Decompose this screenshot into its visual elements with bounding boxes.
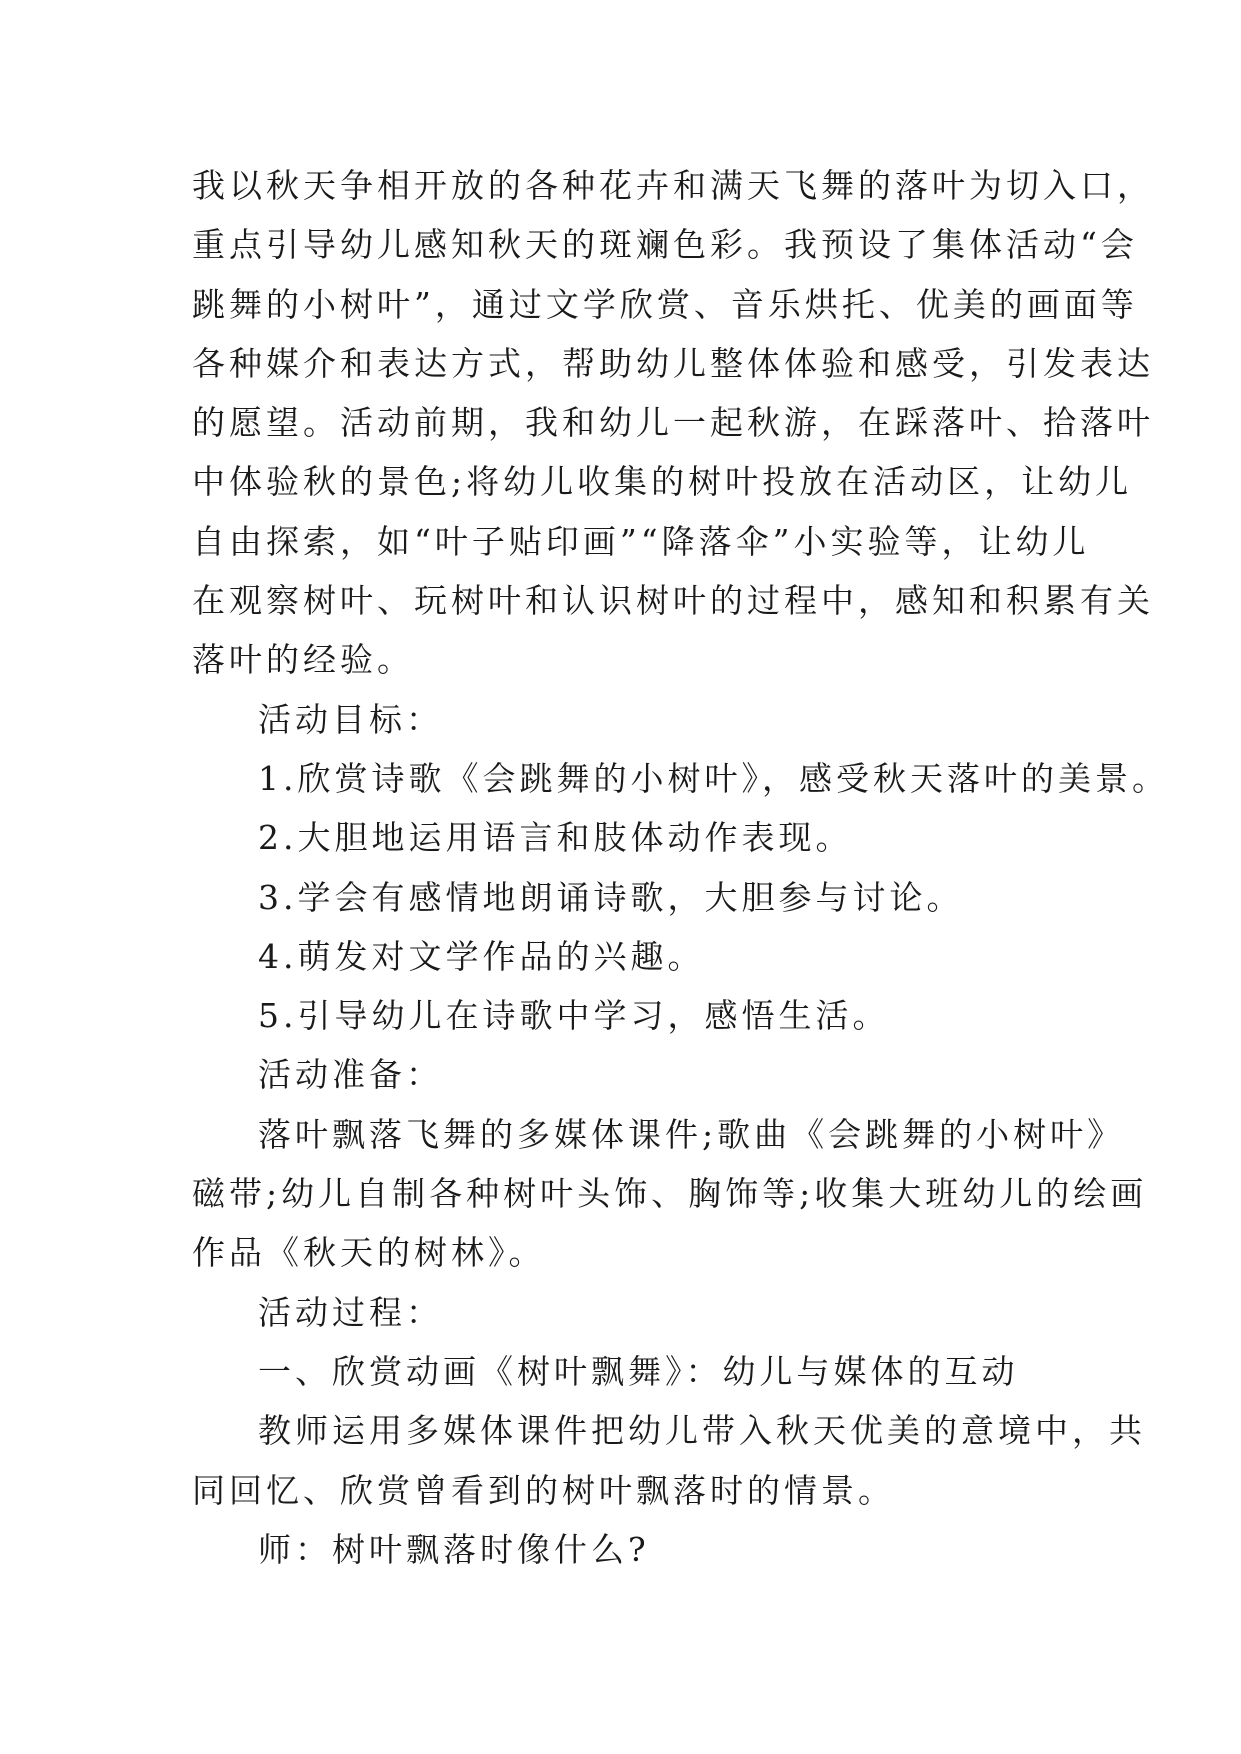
document-body <box>192 156 1169 1579</box>
body-line: 作品《秋天的树林》。 <box>192 1233 546 1273</box>
objective-item: 3.学会有感情地朗诵诗歌，大胆参与讨论。 <box>258 877 964 917</box>
objective-item: 1.欣赏诗歌《会跳舞的小树叶》，感受秋天落叶的美景。 <box>258 758 1169 798</box>
objective-item: 4.萌发对文学作品的兴趣。 <box>258 936 705 976</box>
body-line: 教师运用多媒体课件把幼儿带入秋天优美的意境中，共 <box>258 1411 1146 1451</box>
body-line: 同回忆、欣赏曾看到的树叶飘落时的情景。 <box>192 1470 895 1510</box>
objective-item: 2.大胆地运用语言和肢体动作表现。 <box>258 818 853 858</box>
body-line: 中体验秋的景色;将幼儿收集的树叶投放在活动区，让幼儿 <box>192 462 1133 502</box>
body-line: 磁带;幼儿自制各种树叶头饰、胸饰等;收集大班幼儿的绘画 <box>192 1174 1148 1214</box>
section-heading-objectives: 活动目标： <box>258 699 443 739</box>
section-heading-preparation: 活动准备： <box>258 1055 443 1095</box>
body-line: 在观察树叶、玩树叶和认识树叶的过程中，感知和积累有关 <box>192 581 1154 621</box>
body-line: 我以秋天争相开放的各种花卉和满天飞舞的落叶为切入口， <box>192 166 1154 205</box>
body-line: 重点引导幼儿感知秋天的斑斓色彩。我预设了集体活动“会 <box>192 225 1138 265</box>
objective-item: 5.引导幼儿在诗歌中学习，感悟生活。 <box>258 996 890 1036</box>
section-heading-process: 活动过程： <box>258 1292 443 1332</box>
body-line: 师：树叶飘落时像什么? <box>258 1529 650 1569</box>
body-line: 落叶的经验。 <box>192 640 414 680</box>
subsection-heading: 一、欣赏动画《树叶飘舞》：幼儿与媒体的互动 <box>258 1351 1019 1391</box>
body-line: 自由探索，如“叶子贴印画”“降落伞”小实验等，让幼儿 <box>192 521 1090 561</box>
body-line: 的愿望。活动前期，我和幼儿一起秋游，在踩落叶、拾落叶 <box>192 403 1154 443</box>
body-line: 各种媒介和表达方式，帮助幼儿整体体验和感受，引发表达 <box>192 343 1154 383</box>
body-line: 落叶飘落飞舞的多媒体课件;歌曲《会跳舞的小树叶》 <box>258 1114 1125 1154</box>
body-line: 跳舞的小树叶”，通过文学欣赏、音乐烘托、优美的画面等 <box>192 284 1138 324</box>
